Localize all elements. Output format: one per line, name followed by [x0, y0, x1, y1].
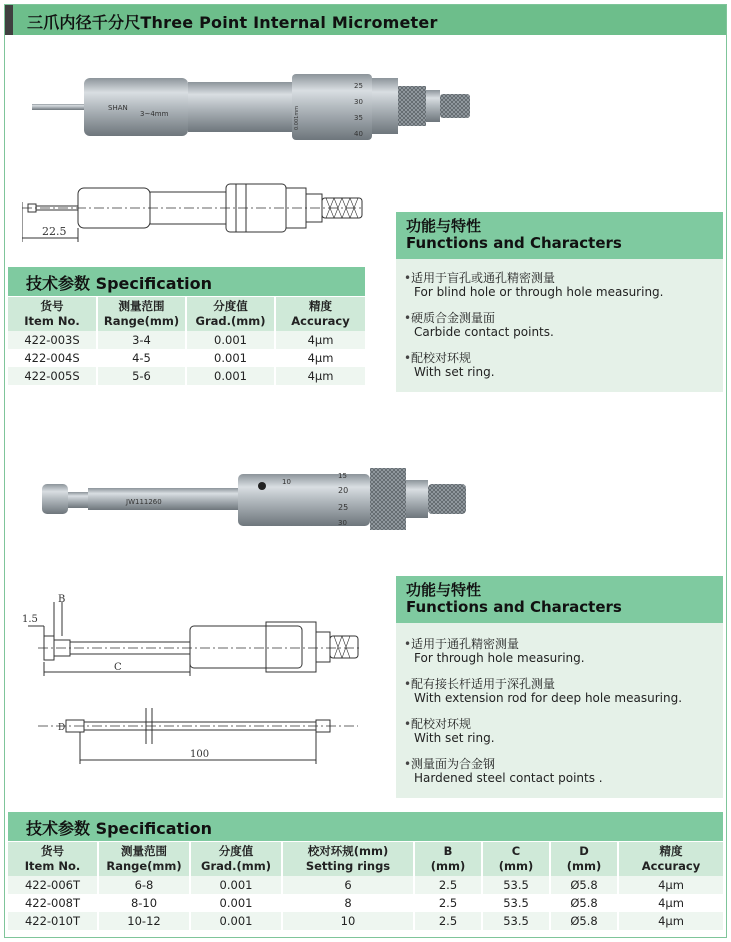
- functions2-title-cn: 功能与特性: [406, 581, 482, 599]
- bullet-icon: •: [404, 757, 412, 771]
- drawing2-dim-b: B: [58, 594, 66, 605]
- cell: 422-006T: [8, 876, 98, 894]
- photo1-scale-2: 35: [354, 114, 363, 122]
- list-item: •配有接长杆适用于深孔测量 With extension rod for deep hole measuring.: [404, 677, 683, 705]
- cell: 4μm: [275, 367, 365, 385]
- bullet-icon: •: [404, 271, 412, 285]
- cell: 5-6: [97, 367, 186, 385]
- spec2-title: 技术参数 Specification: [26, 819, 213, 838]
- functions1-title-cn: 功能与特性: [406, 217, 482, 235]
- drawing2-dim-100: 100: [190, 749, 210, 760]
- functions2-header: [396, 576, 723, 623]
- photo1-brand: SHAN: [108, 104, 128, 112]
- photo2-sleeve: 10: [282, 478, 291, 486]
- photo1-res: 0.001mm: [294, 105, 300, 130]
- cell: 0.001: [186, 367, 275, 385]
- product1-drawing: [22, 180, 367, 244]
- cell: 8-10: [98, 894, 190, 912]
- cell: 422-005S: [8, 367, 97, 385]
- cell: 422-010T: [8, 912, 98, 930]
- spec2-header-range: 测量范围 Range(mm): [98, 842, 190, 876]
- cell: 53.5: [482, 894, 550, 912]
- photo2-scale-3: 30: [338, 519, 347, 527]
- table-row: [8, 894, 723, 912]
- list-item: •适用于通孔精密测量 For through hole measuring.: [404, 637, 585, 665]
- spec2-header: [8, 812, 723, 841]
- photo1-scale-0: 25: [354, 82, 363, 90]
- spec1-header-item: 货号 Item No.: [8, 297, 97, 331]
- cell: 422-008T: [8, 894, 98, 912]
- cell: 6: [282, 876, 414, 894]
- photo2-scale-0: 15: [338, 472, 347, 480]
- cell: 0.001: [186, 331, 275, 349]
- bullet-icon: •: [404, 351, 412, 365]
- cell: 4μm: [275, 349, 365, 367]
- list-item: •测量面为合金钢 Hardened steel contact points .: [404, 757, 603, 785]
- cell: 10-12: [98, 912, 190, 930]
- cell: 4μm: [275, 331, 365, 349]
- product2-drawing: [18, 592, 364, 772]
- list-item: •配校对环规 With set ring.: [404, 351, 495, 379]
- functions1-panel: [396, 212, 723, 392]
- drawing2-dim-c: C: [114, 662, 122, 673]
- functions2-title-en: Functions and Characters: [406, 598, 622, 616]
- photo1-range: 3~4mm: [140, 110, 169, 118]
- spec1-header-accuracy: 精度 Accuracy: [275, 297, 365, 331]
- spec2-header-rings: 校对环规(mm) Setting rings: [282, 842, 414, 876]
- cell: 4μm: [618, 894, 723, 912]
- spec1-header-range: 测量范围 Range(mm): [97, 297, 186, 331]
- cell: Ø5.8: [550, 912, 618, 930]
- bullet-icon: •: [404, 677, 412, 691]
- spec1-header-grad: 分度值 Grad.(mm): [186, 297, 275, 331]
- table-row: [8, 349, 365, 367]
- page-title: 三爪内径千分尺Three Point Internal Micrometer: [27, 13, 438, 32]
- cell: 53.5: [482, 912, 550, 930]
- functions2-panel: [396, 576, 723, 798]
- spec2-table: [8, 842, 723, 930]
- spec2-header-accuracy: 精度 Accuracy: [618, 842, 723, 876]
- cell: 0.001: [190, 894, 282, 912]
- title-bar: [5, 5, 726, 35]
- cell: 422-004S: [8, 349, 97, 367]
- photo2-scale-1: 20: [338, 486, 349, 495]
- table-row: [8, 912, 723, 930]
- cell: 8: [282, 894, 414, 912]
- cell: Ø5.8: [550, 876, 618, 894]
- drawing2-dim-d: D: [58, 723, 66, 733]
- cell: 10: [282, 912, 414, 930]
- table-row: [8, 367, 365, 385]
- cell: 53.5: [482, 876, 550, 894]
- cell: 0.001: [190, 912, 282, 930]
- cell: 2.5: [414, 876, 482, 894]
- spec2-header-grad: 分度值 Grad.(mm): [190, 842, 282, 876]
- spec1-table: [8, 297, 365, 385]
- cell: 6-8: [98, 876, 190, 894]
- list-item: •硬质合金测量面 Carbide contact points.: [404, 311, 554, 339]
- spec2-header-d: D (mm): [550, 842, 618, 876]
- photo1-scale-1: 30: [354, 98, 363, 106]
- cell: 422-003S: [8, 331, 97, 349]
- product1-photo: [28, 66, 478, 146]
- list-item: •配校对环规 With set ring.: [404, 717, 495, 745]
- photo1-scale-3: 40: [354, 130, 363, 138]
- functions1-header: [396, 212, 723, 259]
- photo2-scale-2: 25: [338, 503, 349, 512]
- photo2-serial: JW111260: [126, 498, 162, 506]
- spec2-header-item: 货号 Item No.: [8, 842, 98, 876]
- cell: 2.5: [414, 894, 482, 912]
- functions1-title-en: Functions and Characters: [406, 234, 622, 252]
- cell: 0.001: [190, 876, 282, 894]
- title-accent: [5, 5, 13, 35]
- drawing1-dim: 22.5: [42, 225, 67, 238]
- spec1-title: 技术参数 Specification: [26, 274, 213, 293]
- cell: 3-4: [97, 331, 186, 349]
- spec2-header-b: B (mm): [414, 842, 482, 876]
- bullet-icon: •: [404, 637, 412, 651]
- cell: 0.001: [186, 349, 275, 367]
- spec1-header: [8, 267, 365, 296]
- cell: 4μm: [618, 876, 723, 894]
- bullet-icon: •: [404, 311, 412, 325]
- cell: 4-5: [97, 349, 186, 367]
- bullet-icon: •: [404, 717, 412, 731]
- cell: 4μm: [618, 912, 723, 930]
- list-item: •适用于盲孔或通孔精密测量 For blind hole or through hole measuring.: [404, 271, 664, 299]
- drawing2-dim-15: 1.5: [22, 614, 38, 625]
- spec2-header-c: C (mm): [482, 842, 550, 876]
- cell: Ø5.8: [550, 894, 618, 912]
- table-row: [8, 876, 723, 894]
- table-row: [8, 331, 365, 349]
- product2-photo: [38, 462, 478, 536]
- cell: 2.5: [414, 912, 482, 930]
